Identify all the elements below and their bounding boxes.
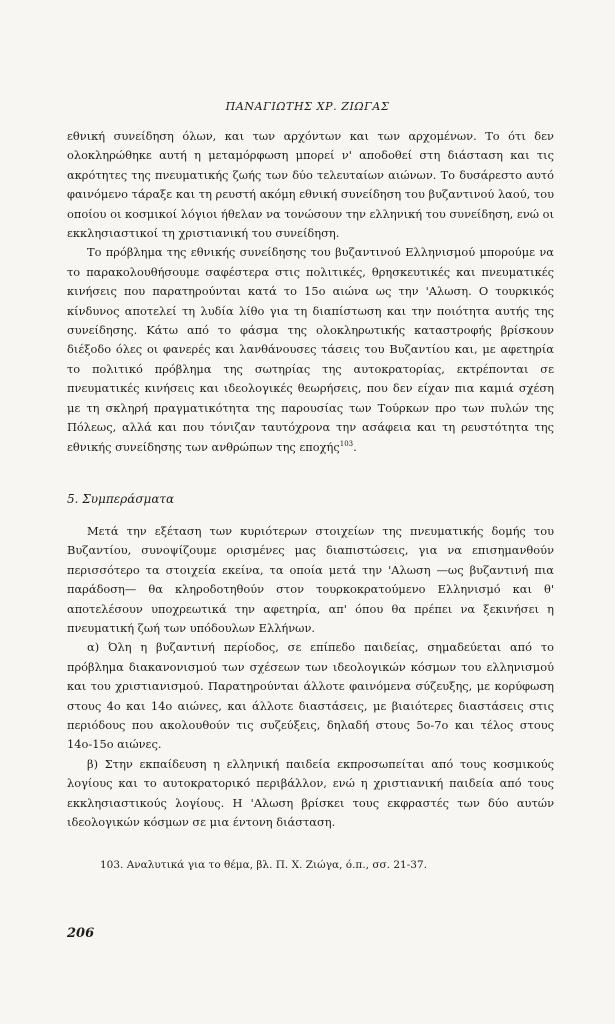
paragraph: Μετά την εξέταση των κυριότερων στοιχείων της πνευματικής δομής του Βυζαντίου, συνοψίζουμε ορισμένες μας διαπιστώσεις, για να επισημανθούν περισσότερο τα στοιχεία εκείνα, τα οποία μετά την 'Αλωση —ως βυζαντινή πια παράδοση— θα κληροδοτηθούν στον τουρκοκρατούμενο Ελληνισμό και θ' αποτελέσουν υποχρεωτικά την αφετηρία, απ' όπου θα πρέπει να ξεκινήσει η πνευματική ζωή των υπόδουλων Ελλήνων. (67, 524, 554, 636)
section-heading: 5. Συμπεράσματα (67, 492, 175, 506)
paragraph: Το πρόβλημα της εθνικής συνείδησης του βυζαντινού Ελληνισμού μπορούμε να το παρακολουθήσουμε σαφέστερα στις πολιτικές, θρησκευτικές και πνευματικές κινήσεις που παρατηρούνται κατά το 15ο αιώνα ως την 'Αλωση. Ο τουρκικός κίνδυνος αποτελεί τη λυδία λίθο για τη διαπίστωση και την ποιότητα αυτής της συνείδησης. Κάτω από το φάσμα της ολοκληρωτικής καταστροφής βρίσκουν διέξοδο όλες οι φανερές και λανθάνουσες τάσεις του Βυζαντίου και, με αφετηρία το πολιτικό πρόβλημα της σωτηρίας της αυτοκρατορίας, εκτρέπονται σε πνευματικές κινήσεις και ιδεολογικές θεωρήσεις, που δεν είχαν πια καμιά σχέση με τη σκληρή πραγματικότητα της παρουσίας των Τούρκων προ των πυλών της Πόλεως, αλλά και που τόνιζαν ταυτόχρονα την ασάφεια και τη ρευστότητα της εθνικής συνείδησης των ανθρώπων της εποχής$^{103}$. (67, 245, 554, 454)
page-number: 206 (67, 926, 95, 941)
footnote: 103. Αναλυτικά για το θέμα, βλ. Π. Χ. Ζιώγα, ό.π., σσ. 21-37. (100, 859, 427, 871)
running-head: ΠΑΝΑΓΙΩΤΗΣ ΧΡ. ΖΙΩΓΑΣ (225, 100, 390, 113)
list-item-beta: β) Στην εκπαίδευση η ελληνική παιδεία εκπροσωπείται από τους κοσμικούς λογίους και το αυτοκρατορικό περιβάλλον, ενώ η χριστιανική παιδεία από τους εκκλησιαστικούς λογίους. Η 'Αλωση βρίσκει τους εκφραστές των δύο αυτών ιδεολογικών κόσμων σε μια έντονη διάσταση. (67, 756, 554, 830)
footnote-reference: 103 (339, 439, 354, 448)
text-block-bottom (67, 522, 554, 833)
text-block-top (67, 127, 554, 457)
paragraph: εθνική συνείδηση όλων, και των αρχόντων και των αρχομένων. Το ότι δεν ολοκληρώθηκε αυτή η μεταμόρφωση μπορεί ν' αποδοθεί στη διάσταση και τις ακρότητες της πνευματικής ζωής των δύο τελευταίων αιώνων. Το δυσάρεστο αυτό φαινόμενο τάραξε και τη ρευστή ακόμη εθνική συνείδηση του βυζαντινού λαού, του οποίου οι κοσμικοί λόγιοι ήθελαν να τονώσουν την ελληνική του συνείδηση, ενώ οι εκκλησιαστικοί τη χριστιανική του συνείδηση. (67, 129, 554, 241)
list-item-alpha: α) Όλη η βυζαντινή περίοδος, σε επίπεδο παιδείας, σημαδεύεται από το πρόβλημα διακανονισμού των σχέσεων των ιδεολογικών κόσμων του ελληνισμού και του χριστιανισμού. Παρατηρούνται άλλοτε φαινόμενα σύζευξης, με κορύφωση στους 4ο και 14ο αιώνες, και άλλοτε διαστάσεις, με βιαιότερες διαστάσεις στις περιόδους που ακολουθούν τις συζεύξεις, δηλαδή στους 5ο-7ο και τέλος στους 14ο-15ο αιώνες. (67, 640, 554, 752)
paragraph-text: Το πρόβλημα της εθνικής συνείδησης του βυζαντινού Ελληνισμού μπορούμε να το παρακολουθήσουμε σαφέστερα στις πολιτικές, θρησκευτικές και πνευματικές κινήσεις που παρατηρούνται κατά το 15ο αιώνα ως την 'Αλωση. Ο τουρκικός κίνδυνος αποτελεί τη λυδία λίθο για τη διαπίστωση και την ποιότητα αυτής της συνείδησης. Κάτω από το φάσμα της ολοκληρωτικής καταστροφής βρίσκουν διέξοδο όλες οι φανερές και λανθάνουσες τάσεις του Βυζαντίου και, με αφετηρία το πολιτικό πρόβλημα της σωτηρίας της αυτοκρατορίας, εκτρέπονται σε πνευματικές κινήσεις και ιδεολογικές θεωρήσεις, που δεν είχαν πια καμιά σχέση με τη σκληρή πραγματικότητα της παρουσίας των Τούρκων προ των πυλών της Πόλεως, αλλά και που τόνιζαν ταυτόχρονα την ασάφεια και τη ρευστότητα της εθνικής συνείδησης των ανθρώπων της εποχής (67, 245, 554, 454)
